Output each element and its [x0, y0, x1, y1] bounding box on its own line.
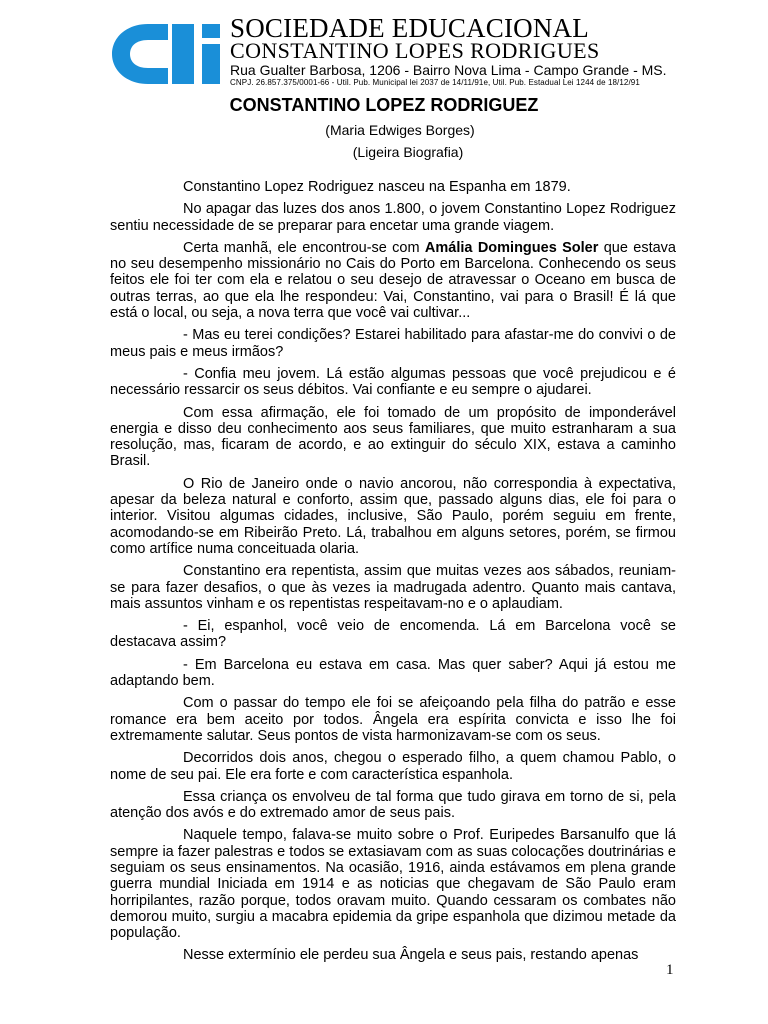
paragraph: Decorridos dois anos, chegou o esperado filho, a quem chamou Pablo, o nome de seu pai. Ele era forte e com característica espanhola.: [110, 750, 676, 783]
paragraph: No apagar das luzes dos anos 1.800, o jovem Constantino Lopez Rodriguez sentiu necessidade de se preparar para encetar uma grande viagem.: [110, 201, 676, 234]
document-body: [110, 179, 676, 970]
paragraph: Com essa afirmação, ele foi tomado de um propósito de imponderável energia e disso deu conhecimento aos seus familiares, que muito estranharam a sua resolução, mas, ficaram de acordo, e ao extinguir do século XIX, estava a caminho Brasil.: [110, 404, 676, 470]
letterhead-text: [230, 13, 690, 88]
letterhead: [108, 13, 688, 87]
logo-c-shape: [112, 24, 168, 84]
paragraph: Naquele tempo, falava-se muito sobre o Prof. Euripedes Barsanulfo que lá sempre ia fazer palestras e todos se extasiavam com as suas colocações doutrinárias e seguiam os seus ensinamentos. Na ocasião, 1916, ainda estávamos em plena grande guerra mundial Iniciada em 1914 e as noticias que chegavam de São Paulo eram horripilantes, razão porque, todos oravam muito. Quando cessaram os combates não demorou muito, surgiu a macabra epidemia da gripe espanhola que dizimou metade da população.: [110, 827, 676, 942]
document-subtitle: (Ligeira Biografia): [352, 144, 464, 160]
logo-l-bar: [172, 24, 194, 84]
paragraph: - Em Barcelona eu estava em casa. Mas quer saber? Aqui já estou me adaptando bem.: [110, 656, 676, 690]
institution-logo: [108, 20, 228, 88]
institution-registry: CNPJ. 26.857.375/0001-66 - Util. Pub. Municipal lei 2037 de 14/11/91e, Util. Pub. Estadual Lei 1244 de 18/12/91: [230, 78, 640, 87]
paragraph-text: Certa manhã, ele encontrou-se com: [183, 239, 425, 256]
document-author: (Maria Edwiges Borges): [325, 122, 475, 138]
paragraph: Essa criança os envolveu de tal forma que tudo girava em torno de si, pela atenção dos avós e do extremado amor de seus pais.: [110, 788, 676, 822]
logo-i-bar: [202, 44, 220, 84]
paragraph: - Ei, espanhol, você veio de encomenda. Lá em Barcelona você se destacava assim?: [110, 618, 676, 651]
logo-i-dot: [202, 24, 220, 38]
institution-name-line1: SOCIEDADE EDUCACIONAL: [230, 13, 589, 43]
institution-name-line2: CONSTANTINO LOPES RODRIGUES: [230, 38, 600, 63]
document-title: CONSTANTINO LOPEZ RODRIGUEZ: [229, 95, 539, 115]
paragraph: Constantino Lopez Rodriguez nasceu na Espanha em 1879.: [183, 179, 571, 195]
institution-address: Rua Gualter Barbosa, 1206 - Bairro Nova Lima - Campo Grande - MS.: [230, 62, 667, 78]
paragraph: O Rio de Janeiro onde o navio ancorou, não correspondia à expectativa, apesar da beleza natural e conforto, assim que, passado alguns dias, ele foi para o interior. Visitou algumas cidades, inclusive, São Paulo, porém seguiu em frente, acomodando-se em Ribeirão Preto. Lá, trabalhou em alguns setores, porém, se firmou como artífice numa conceituada olaria.: [110, 475, 676, 557]
paragraph: - Confia meu jovem. Lá estão algumas pessoas que você prejudicou e é necessário ressarcir os seus débitos. Vai confiante e eu sempre o ajudarei.: [110, 365, 676, 399]
highlighted-name: Amália Domingues Soler: [424, 239, 599, 256]
paragraph: Com o passar do tempo ele foi se afeiçoando pela filha do patrão e esse romance era bem aceito por todos. Ângela era espírita convicta e isso lhe foi extremamente salutar. Seus pontos de vista harmonizavam-se com os seus.: [110, 695, 676, 744]
paragraph: - Mas eu terei condições? Estarei habilitado para afastar-me do convivi o de meus pais e meus irmãos?: [110, 327, 676, 360]
paragraph: Constantino era repentista, assim que muitas vezes aos sábados, reuniam-se para fazer desafios, o que às vezes ia madrugada adentro. Quanto mais cantava, mais assuntos vinham e os repentistas respeitavam-no e o aplaudiam.: [110, 563, 676, 612]
paragraph: Nesse extermínio ele perdeu sua Ângela e seus pais, restando apenas: [183, 947, 639, 964]
paragraph: [110, 240, 676, 321]
page-number: 1: [666, 962, 674, 978]
paragraph-text: que estava no seu desempenho missionário no Cais do Porto em Barcelona. Conhecendo os seus feitos ele foi ter com ela e relatou o seu desejo de atravessar o Oceano em busca de outras terras, ao que ela lhe respondeu: Vai, Constantino, vai para o Brasil! É lá que está o local, ou seja, a nova terra que você vai cultivar...: [110, 239, 676, 322]
